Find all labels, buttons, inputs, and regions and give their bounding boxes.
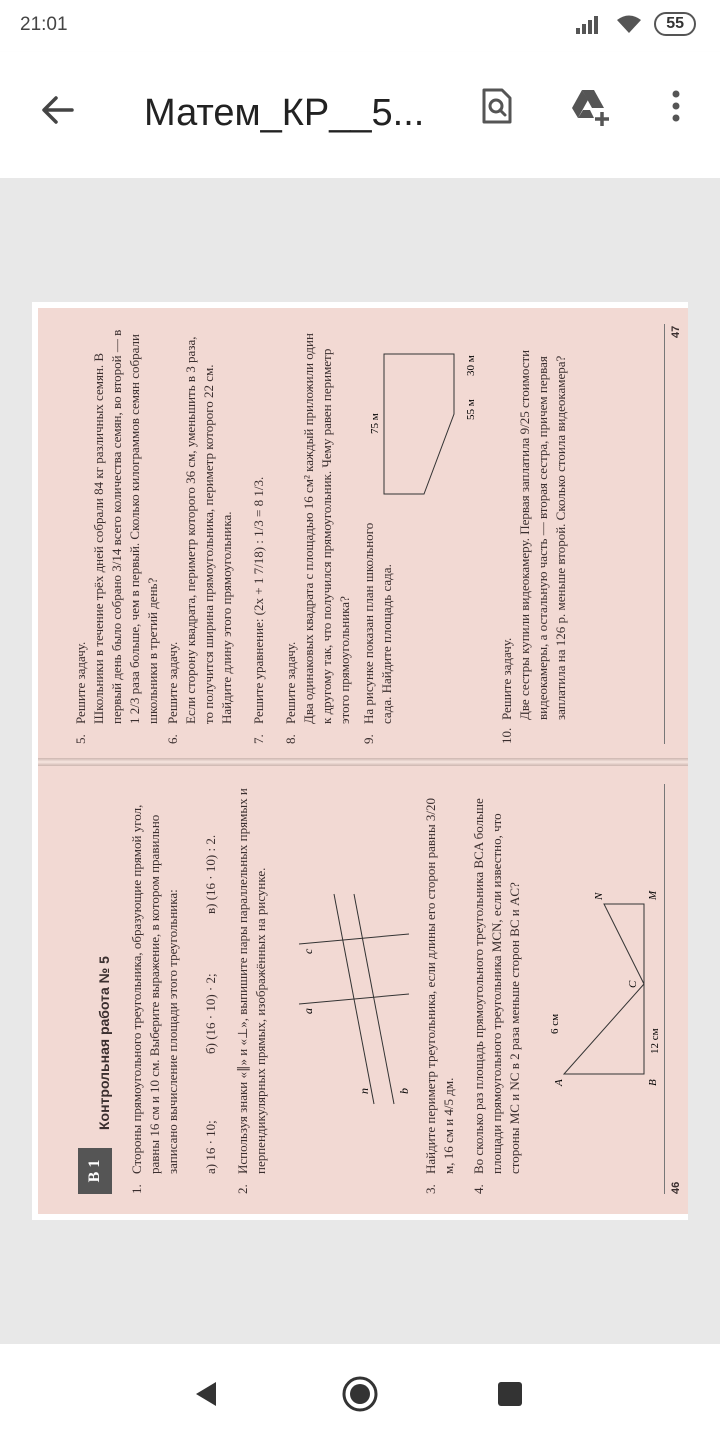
point-label-m: M	[647, 890, 659, 900]
wifi-icon	[616, 14, 642, 34]
length-label-6cm: 6 см	[549, 1013, 561, 1034]
point-label-b: B	[647, 1079, 659, 1086]
task8-text: Два одинаковых квадрата с площадью 16 см² каждый приложили один к другому так, что получился прямоугольник. Чему равен периметр этого прямоугольника?	[301, 333, 352, 724]
page-47	[38, 308, 688, 758]
task5-title: Решите задачу.	[73, 641, 88, 724]
task9-text: На рисунке показан план школьного сада. Найдите площадь сада.	[361, 522, 394, 724]
task6-text: Если сторону квадрата, периметр которого 36 см, уменьшить в 3 раза, то получится ширина прямоугольника, периметр которого 22 см. Найдите длину этого прямоугольника.	[183, 336, 234, 724]
point-label-c: C	[627, 980, 639, 988]
task3-text: Найдите периметр треугольника, если длины его сторон равны 3/20 м, 16 см и 4/5 дм.	[423, 797, 456, 1174]
status-icons	[576, 12, 696, 36]
variant-badge: В 1	[78, 1148, 112, 1194]
task1-number: 1.	[129, 1184, 144, 1194]
status-time: 21:01	[20, 14, 68, 35]
task4-number: 4.	[471, 1184, 486, 1194]
length-label-12cm: 12 см	[649, 1028, 661, 1054]
garden-label-55m: 55 м	[465, 399, 477, 420]
page-fold	[38, 758, 688, 766]
recents-square-icon[interactable]	[490, 1374, 530, 1414]
task10-text: Две сестры купили видеокамеру. Первая заплатила 9/25 стоимости видеокамеры, а остальную часть — вторая сестра, причем первая заплатила на 126 р. меньше второй. Сколько стоила видеокамера?	[517, 349, 568, 720]
line-label-n: n	[357, 1088, 371, 1094]
line-label-a: a	[301, 1008, 315, 1014]
battery-indicator: 55	[654, 12, 696, 36]
point-label-a: A	[553, 1079, 565, 1086]
more-vert-icon[interactable]	[654, 84, 698, 128]
task2-lines-figure	[294, 874, 414, 1114]
task1-option-c: в) (16 · 10) : 2.	[203, 834, 218, 914]
task1-option-a: а) 16 · 10;	[203, 1120, 218, 1174]
task8-title: Решите задачу.	[283, 641, 298, 724]
doc-search-icon[interactable]	[474, 84, 518, 128]
task4-text: Во сколько раз площадь прямоугольного треугольника BCA больше площади прямоугольного треугольника MCN, если известно, что стороны MC и NC в 2 раза меньше сторон BC и AC?	[471, 798, 522, 1174]
arrow-left-icon[interactable]	[36, 88, 80, 132]
task5-text: Школьники в течение трёх дней собрали 84 кг различных семян. В первый день было собрано 3/14 всего количества семян, во второй — в 1 2/3 раза больше, чем в первый. Сколько килограммов семян собрали школьники в третий день?	[91, 329, 160, 724]
status-bar	[0, 0, 720, 52]
app-bar	[0, 52, 720, 178]
system-nav-bar	[0, 1344, 720, 1440]
task2-text: Используя знаки «∥» и «⊥», выпишите пары параллельных прямых и перпендикулярных прямых, изображённых на рисунке.	[235, 788, 268, 1174]
point-label-n: N	[593, 892, 605, 900]
garden-label-30m: 30 м	[465, 355, 477, 376]
task3-number: 3.	[423, 1184, 438, 1194]
task5-number: 5.	[73, 734, 88, 744]
task1-option-b: б) (16 · 10) · 2;	[203, 973, 218, 1054]
scanned-spread	[38, 308, 688, 1214]
line-label-b: b	[397, 1088, 411, 1094]
garden-label-75m: 75 м	[369, 413, 381, 434]
test-heading: Контрольная работа № 5	[96, 956, 112, 1130]
task10-title: Решите задачу.	[499, 637, 514, 720]
line-label-c: c	[301, 948, 315, 954]
home-circle-icon[interactable]	[340, 1374, 380, 1414]
document-title: Матем_КР__5...	[144, 92, 425, 134]
footer-rule-left	[664, 784, 665, 1194]
task6-title: Решите задачу.	[165, 641, 180, 724]
task4-triangles-figure	[534, 874, 664, 1094]
task8-number: 8.	[283, 734, 298, 744]
page-number-left: 46	[670, 1181, 682, 1194]
task7-text: Решите уравнение: (2x + 1 7/18) : 1/3 = 8 1/3.	[251, 476, 266, 724]
signal-icon	[576, 14, 604, 34]
page-46	[38, 764, 688, 1214]
drive-add-icon[interactable]	[568, 84, 612, 128]
rotated-spread	[38, 308, 688, 1214]
task7-number: 7.	[251, 734, 266, 744]
document-page-image[interactable]	[32, 302, 688, 1220]
task2-number: 2.	[235, 1184, 250, 1194]
task1-text: Стороны прямоугольного треугольника, образующие прямой угол, равны 16 см и 10 см. Выберите выражение, в котором правильно записано вычисление площади этого треугольника:	[129, 804, 180, 1174]
back-triangle-icon[interactable]	[186, 1374, 226, 1414]
document-viewer[interactable]	[0, 178, 720, 1344]
page-number-right: 47	[670, 325, 682, 338]
footer-rule-right	[664, 324, 665, 744]
task9-number: 9.	[361, 734, 376, 744]
garden-plan-figure	[364, 334, 484, 514]
task6-number: 6.	[165, 734, 180, 744]
task10-number: 10.	[499, 727, 514, 744]
